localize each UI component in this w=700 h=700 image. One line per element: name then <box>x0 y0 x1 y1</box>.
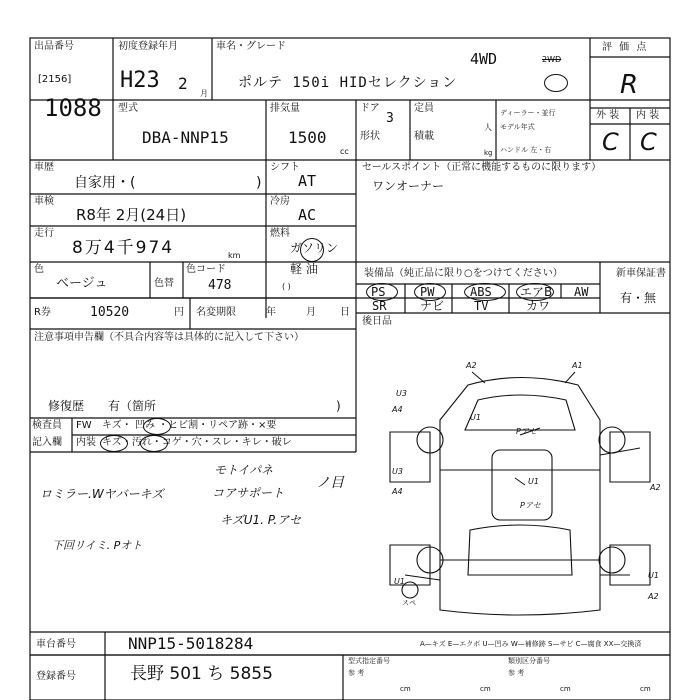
inspection-value: R8年 2月(24日) <box>76 206 187 224</box>
recycle-label: R券 <box>34 307 51 318</box>
inspection-label: 車検 <box>34 196 54 207</box>
month-unit: 月 <box>200 89 208 98</box>
mileage-label: 走行 <box>34 228 54 239</box>
fuel-label: 燃料 <box>270 228 290 239</box>
repair-value: 有（箇所 <box>108 399 157 413</box>
chassis-number: NNP15-5018284 <box>128 634 254 653</box>
shift-value: AT <box>298 172 317 190</box>
mark-u1-rear: U1 <box>648 571 659 580</box>
mark-a1-front: A1 <box>572 361 583 370</box>
equip-airbag: エアB <box>520 285 553 299</box>
type-cert-label: 型式指定番号 <box>348 657 390 665</box>
remark-line-2a: モトイパネ <box>214 463 274 477</box>
shift-label: シフト <box>270 162 300 173</box>
mark-u3-left2: U3 <box>392 467 403 476</box>
model-code: DBA-NNP15 <box>142 128 229 147</box>
spare-label: スペ <box>402 599 416 607</box>
mark-u3-left: U3 <box>396 389 407 398</box>
dent-circle <box>143 418 171 435</box>
lot-number-label: 出品番号 <box>34 41 74 52</box>
remark-line-2c: ノ目 <box>316 475 344 491</box>
color-code-label: 色コード <box>186 264 226 275</box>
recycle-unit: 円 <box>174 307 184 318</box>
loading-label: 積載 <box>414 131 434 142</box>
registration-era-year: H23 <box>120 68 160 93</box>
car-diagram <box>390 378 650 616</box>
history-close: ) <box>256 175 262 191</box>
equip-kawa: カワ <box>526 299 551 313</box>
mark-u1-roof: U1 <box>528 477 539 486</box>
lot-number: 1088 <box>44 94 102 122</box>
evaluation-score: R <box>620 70 639 100</box>
ac-value: AC <box>298 206 317 224</box>
equip-navi: ナビ <box>420 299 445 313</box>
stain-circle <box>140 435 168 452</box>
cm-unit-4: cm <box>640 685 651 693</box>
doors-label: ドア <box>360 103 380 114</box>
chassis-label: 車台番号 <box>36 639 76 650</box>
fuel-diesel: 軽 油 <box>290 262 318 276</box>
model-label: 型式 <box>118 103 138 114</box>
remark-line-1: ロミラー.Wヤバーキズ <box>40 487 164 501</box>
exterior-grade: C <box>602 128 619 156</box>
remark-line-4: 下回リイミ. Pオト <box>52 539 143 552</box>
damage-legend: A—キズ E—エクボ U—凹み W—補修跡 S—サビ C—腐食 XX—交換済 <box>420 640 642 648</box>
cc-unit: cc <box>340 147 349 156</box>
day-unit: 日 <box>340 307 350 318</box>
warranty-value: 有・無 <box>620 291 657 305</box>
persons-unit: 人 <box>484 123 492 132</box>
evaluation-label: 評 価 点 <box>602 42 649 53</box>
remark-line-3: キズU1. P.アセ <box>220 513 302 527</box>
notes-title: 注意事項申告欄（不具合内容等は具体的に記入して下さい） <box>34 332 304 343</box>
mark-a2-front: A2 <box>466 361 477 370</box>
handle-label: ハンドル 左・右 <box>500 146 552 154</box>
recycle-value: 10520 <box>90 305 130 320</box>
mark-pase-hood: Pアセ <box>516 427 537 436</box>
registration-month: 2 <box>178 74 188 93</box>
color-label: 色 <box>34 264 44 275</box>
type-cert-ref: 参 考 <box>348 669 365 677</box>
model-year-label: モデル年式 <box>500 123 535 131</box>
interior-head: 内装 <box>76 437 96 448</box>
cm-unit-3: cm <box>560 685 571 693</box>
fuel-other: ( ) <box>282 282 291 291</box>
displacement-label: 排気量 <box>270 103 300 114</box>
inspector-label: 検査員 <box>32 420 62 431</box>
fw-items: キズ・ 凹み ・ヒビ割・リペア跡・×要 <box>102 420 277 431</box>
mark-a4-left: A4 <box>392 405 403 414</box>
equip-pw: PW <box>420 285 435 299</box>
sales-point-label: セールスポイント（正常に機能するものに限ります） <box>362 162 602 173</box>
cm-unit-2: cm <box>480 685 491 693</box>
name-grade-label: 車名・グレード <box>216 41 286 52</box>
mark-a4-left2: A4 <box>392 487 403 496</box>
remark-line-2b: コアサポート <box>212 486 285 500</box>
registration-label: 登録番号 <box>36 671 76 682</box>
registration-number: 長野 501 ち 5855 <box>130 664 273 684</box>
equip-ps: PS <box>371 285 386 299</box>
doors: 3 <box>386 111 394 126</box>
drive-circle <box>544 74 568 92</box>
shape-label: 形状 <box>360 131 380 142</box>
color-value: ベージュ <box>56 276 108 291</box>
dealer-label: ディーラー・並行 <box>500 109 556 117</box>
color-code: 478 <box>208 278 232 293</box>
mark-a2-rear: A2 <box>648 592 659 601</box>
lot-sub-number: [2156] <box>38 74 72 85</box>
interior-items: キズ・汚れ・コゲ・穴・スレ・キレ・破レ <box>102 437 292 448</box>
history-value: 自家用・( <box>74 175 136 191</box>
year-unit: 年 <box>266 307 276 318</box>
name-change-label: 名変期限 <box>196 307 236 318</box>
color-swatch-label: 色替 <box>154 278 174 289</box>
fuel-circle <box>300 238 324 262</box>
sales-point-value: ワンオーナー <box>372 179 445 193</box>
equip-abs: ABS <box>470 285 492 299</box>
mark-a2-right: A2 <box>650 483 661 492</box>
interior-grade: C <box>640 128 657 156</box>
mark-u1-right: U1 <box>470 413 481 422</box>
equip-tv: TV <box>474 299 489 313</box>
drive-alt: 2WD <box>542 55 562 64</box>
month-unit-2: 月 <box>306 307 316 318</box>
exterior-label: 外 装 <box>596 110 620 121</box>
mark-u1-left: U1 <box>394 577 405 586</box>
scratch-circle <box>100 435 128 452</box>
mileage-value: 8万4千974 <box>72 238 175 258</box>
equip-sr: SR <box>372 299 387 313</box>
equip-aw: AW <box>574 285 589 299</box>
ac-label: 冷房 <box>270 196 290 207</box>
first-registration-label: 初度登録年月 <box>118 41 178 52</box>
drive-type: 4WD <box>470 50 498 68</box>
category-ref: 参 考 <box>508 669 525 677</box>
repair-label: 修復歴 <box>48 399 85 413</box>
fuel-gasoline: ガソリン <box>290 241 339 255</box>
cm-unit-1: cm <box>400 685 411 693</box>
repair-close: ) <box>336 399 341 413</box>
interior-label: 内 装 <box>636 110 660 121</box>
category-label: 類別区分番号 <box>508 657 550 665</box>
equipment-label: 装備品（純正品に限り○をつけてください） <box>364 268 563 279</box>
displacement: 1500 <box>288 128 327 147</box>
rear-items-label: 後日品 <box>362 316 392 327</box>
fw-label: FW <box>76 420 92 431</box>
history-label: 車歴 <box>34 162 54 173</box>
mark-pase-roof: Pアセ <box>520 501 541 510</box>
capacity-label: 定員 <box>414 103 434 114</box>
model-name: ポルテ 150i HIDセレクション <box>238 75 458 91</box>
warranty-label: 新車保証書 <box>616 268 666 279</box>
entry-label: 記入欄 <box>32 437 62 448</box>
kg-unit: kg <box>484 149 493 157</box>
km-unit: km <box>228 251 241 260</box>
